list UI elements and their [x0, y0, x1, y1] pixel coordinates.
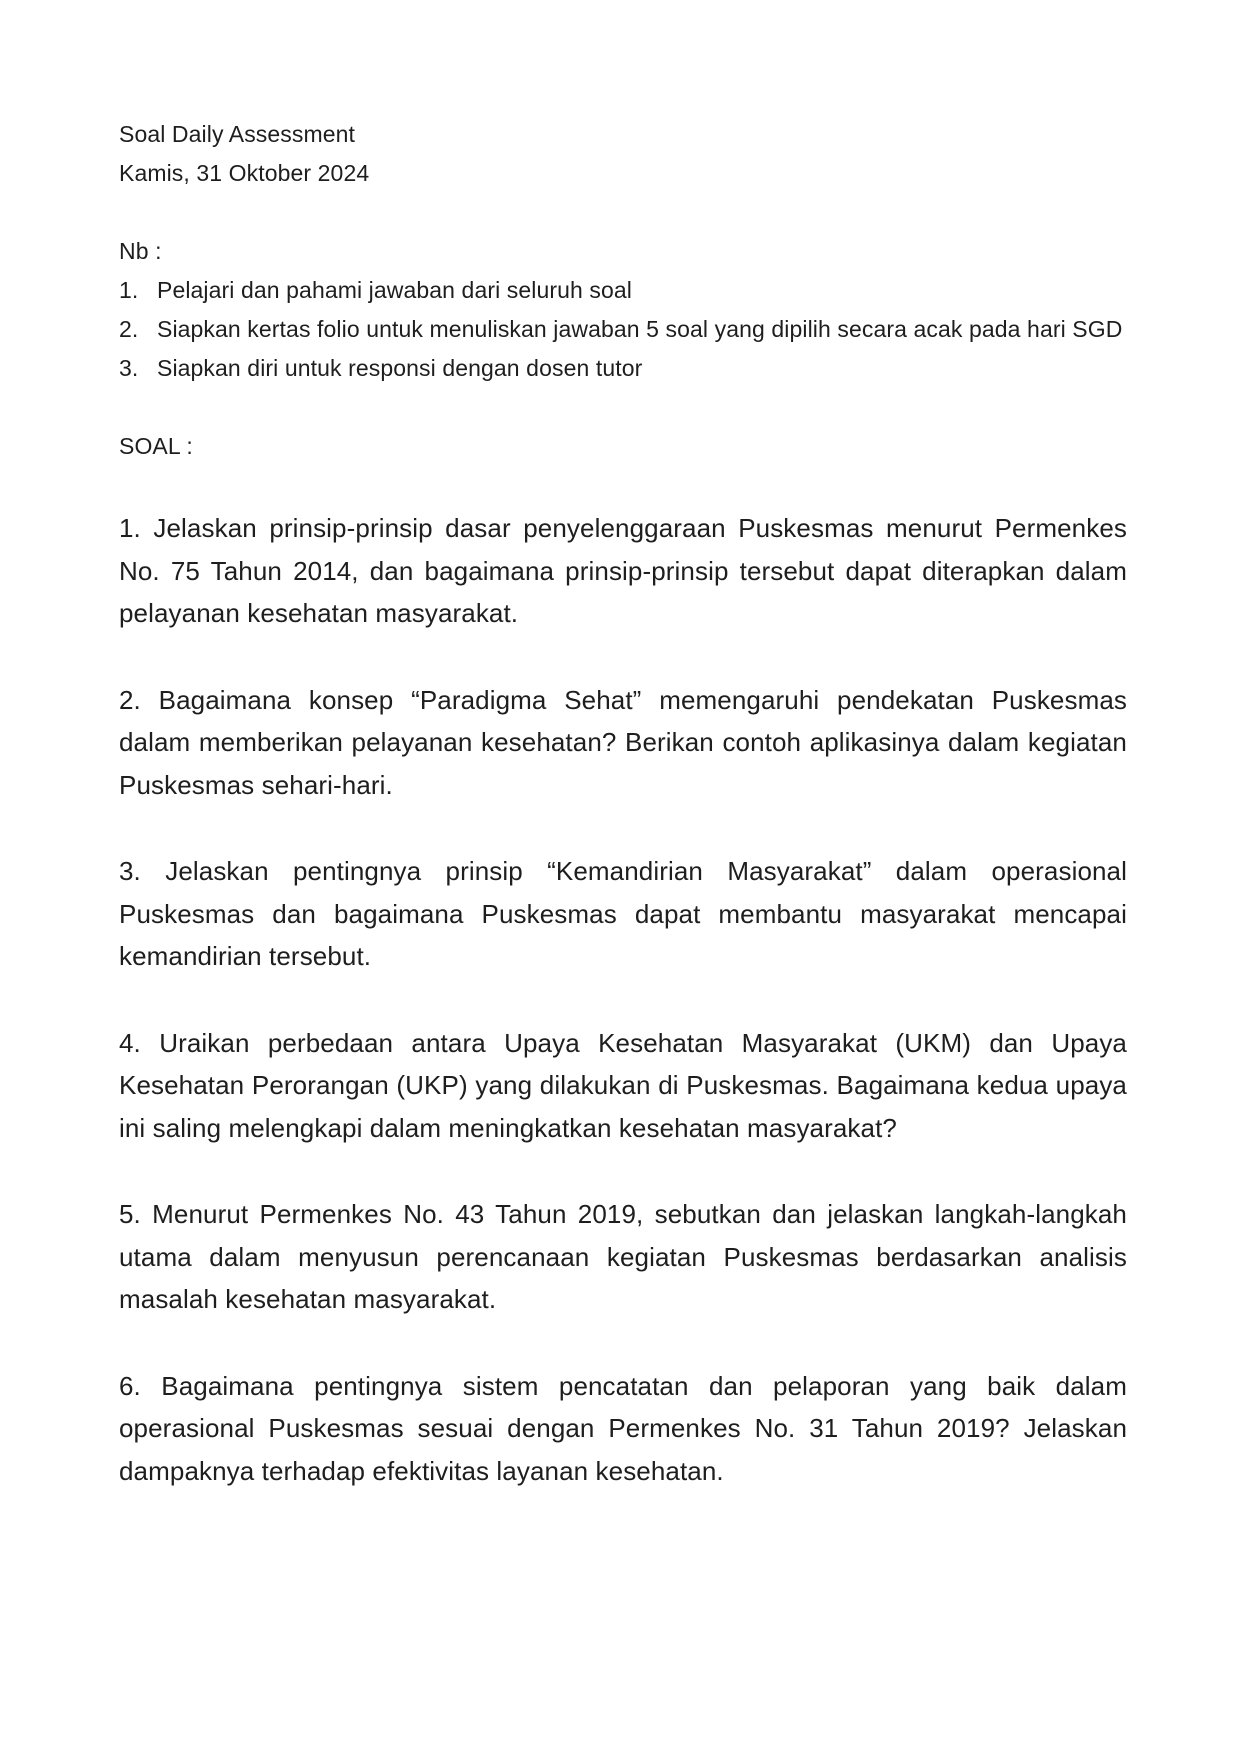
document-date: Kamis, 31 Oktober 2024: [119, 160, 370, 186]
question-3: 3. Jelaskan pentingnya prinsip “Kemandirian Masyarakat” dalam operasional Puskesmas dan bagaimana Puskesmas dapat membantu masyarakat mencapai kemandirian tersebut.: [119, 856, 1127, 971]
question-4: 4. Uraikan perbedaan antara Upaya Kesehatan Masyarakat (UKM) dan Upaya Kesehatan Perorangan (UKP) yang dilakukan di Puskesmas. Bagaimana kedua upaya ini saling melengkapi dalam meningkatkan kesehatan masyarakat?: [119, 1027, 1127, 1143]
document-page: [119, 115, 1127, 1536]
list-item-number: 2.: [119, 316, 139, 342]
document-header: [119, 115, 1127, 193]
list-item-number: 1.: [119, 277, 139, 303]
question-2: 2. Bagaimana konsep “Paradigma Sehat” memengaruhi pendekatan Puskesmas dalam memberikan pelayanan kesehatan? Berikan contoh aplikasinya dalam kegiatan Puskesmas sehari-hari.: [119, 684, 1127, 800]
question-1: 1. Jelaskan prinsip-prinsip dasar penyelenggaraan Puskesmas menurut Permenkes No. 75 Tahun 2014, dan bagaimana prinsip-prinsip tersebut dapat diterapkan dalam pelayanan kesehatan masyarakat.: [119, 513, 1127, 628]
list-item: [119, 349, 1127, 388]
list-item-number: 3.: [119, 355, 139, 381]
list-item-text: Siapkan diri untuk responsi dengan dosen tutor: [157, 355, 643, 381]
document-title: Soal Daily Assessment: [119, 121, 356, 147]
questions-section: [119, 507, 1127, 1492]
soal-label: SOAL :: [119, 433, 193, 459]
question-6: 6. Bagaimana pentingnya sistem pencatatan dan pelaporan yang baik dalam operasional Puskesmas sesuai dengan Permenkes No. 31 Tahun 2019? Jelaskan dampaknya terhadap efektivitas layanan kesehatan.: [119, 1370, 1127, 1486]
question-5: 5. Menurut Permenkes No. 43 Tahun 2019, sebutkan dan jelaskan langkah-langkah utama dalam menyusun perencanaan kegiatan Puskesmas berdasarkan analisis masalah kesehatan masyarakat.: [119, 1199, 1127, 1314]
list-item: [119, 310, 1127, 349]
notes-section: [119, 232, 1127, 388]
list-item: [119, 271, 1127, 310]
list-item-text: Siapkan kertas folio untuk menuliskan jawaban 5 soal yang dipilih secara acak pada hari SGD: [157, 316, 1123, 342]
spacer: [119, 193, 1127, 232]
notes-list: [119, 271, 1127, 388]
notes-label: Nb :: [119, 238, 162, 264]
list-item-text: Pelajari dan pahami jawaban dari seluruh soal: [157, 277, 633, 303]
